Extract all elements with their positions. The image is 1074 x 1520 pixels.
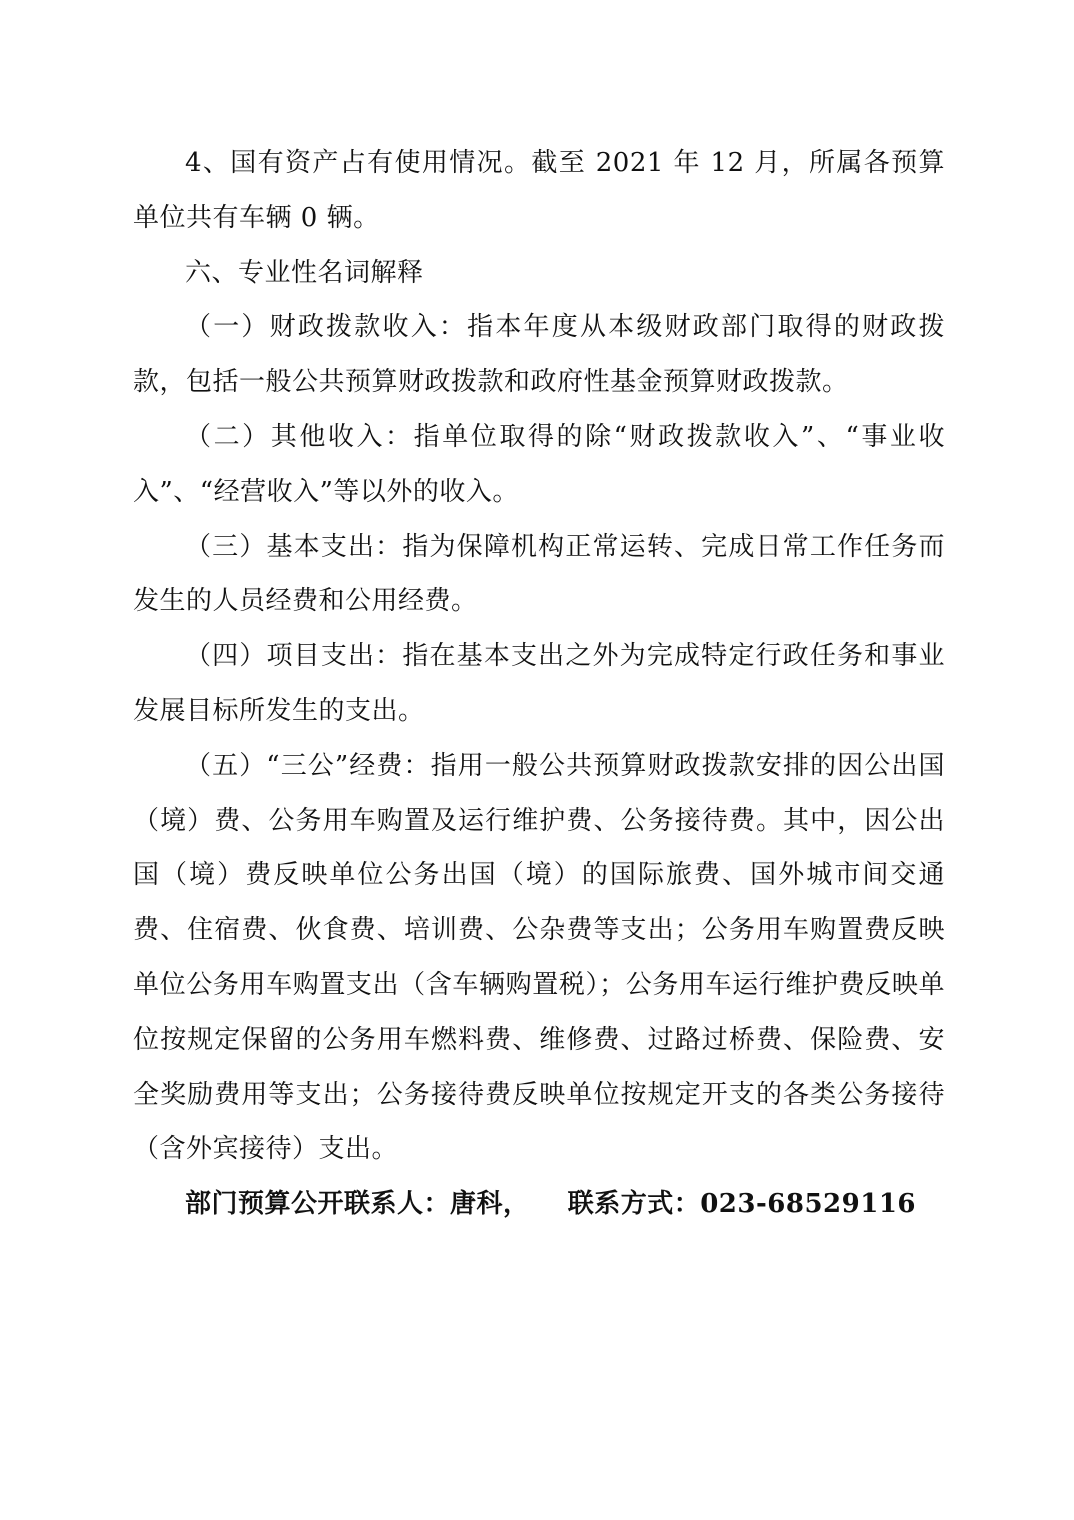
document-body (133, 136, 945, 1232)
definition-other-income: （二）其他收入：指单位取得的除“财政拨款收入”、“事业收入”、“经营收入”等以外的收入。 (133, 421, 945, 507)
definition-three-public-expenses: （五）“三公”经费：指用一般公共预算财政拨款安排的因公出国（境）费、公务用车购置及运行维护费、公务接待费。其中，因公出国（境）费反映单位公务出国（境）的国际旅费、国外城市间交通费、住宿费、伙食费、培训费、公杂费等支出；公务用车购置费反映单位公务用车购置支出（含车辆购置税）；公务用车运行维护费反映单位按规定保留的公务用车燃料费、维修费、过路过桥费、保险费、安全奖励费用等支出；公务接待费反映单位按规定开支的各类公务接待（含外宾接待）支出。 (133, 750, 945, 1165)
assets-paragraph: 4、国有资产占有使用情况。截至 2021 年 12 月，所属各预算单位共有车辆 0 辆。 (133, 148, 945, 233)
section-heading: 六、专业性名词解释 (185, 257, 424, 288)
definition-fiscal-appropriation: （一）财政拨款收入：指本年度从本级财政部门取得的财政拨款，包括一般公共预算财政拨款和政府性基金预算财政拨款。 (133, 312, 945, 398)
contact-line: 部门预算公开联系人：唐科， 联系方式：023-68529116 (185, 1189, 916, 1220)
definition-basic-expenditure: （三）基本支出：指为保障机构正常运转、完成日常工作任务而发生的人员经费和公用经费。 (133, 531, 945, 617)
definition-project-expenditure: （四）项目支出：指在基本支出之外为完成特定行政任务和事业发展目标所发生的支出。 (133, 641, 945, 726)
